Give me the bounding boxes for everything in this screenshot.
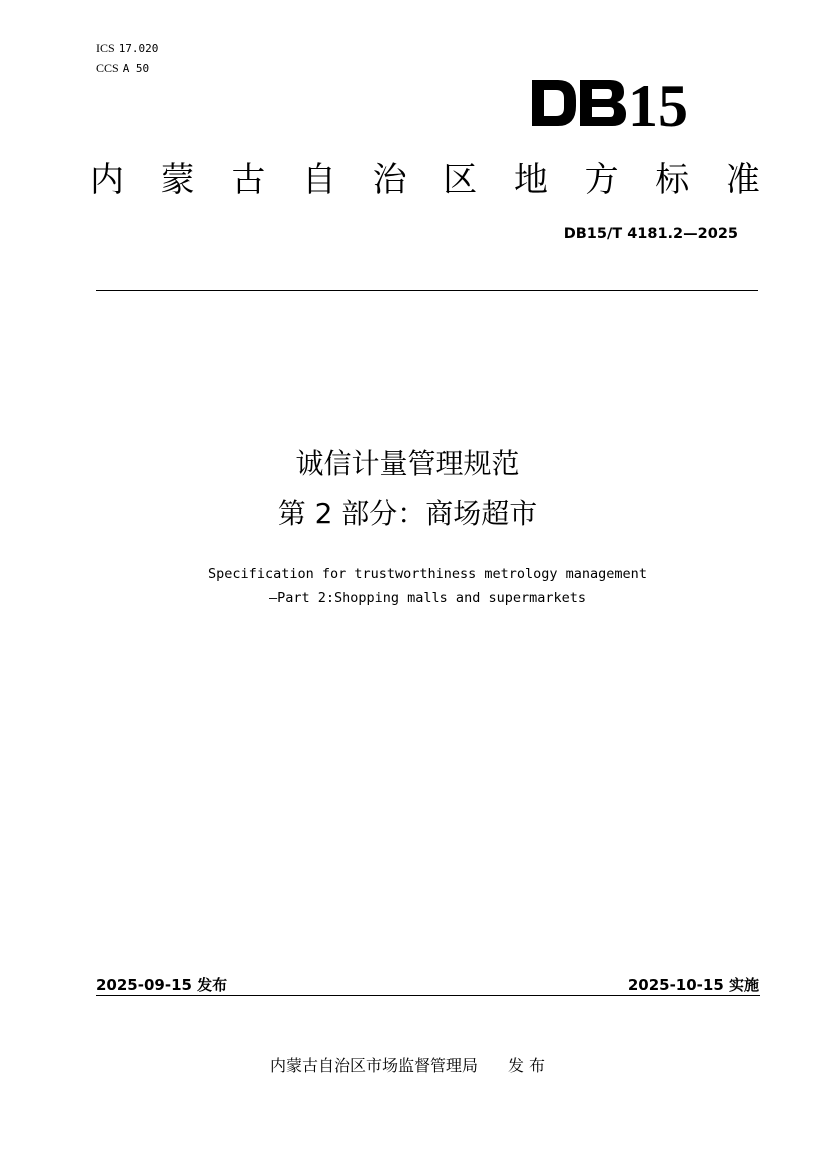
publish-action: 发 布	[507, 1056, 546, 1075]
publisher-name: 内蒙古自治区市场监督管理局	[269, 1056, 478, 1075]
title-zh-main: 诚信计量管理规范	[295, 447, 520, 480]
ics-code: 17.020	[118, 42, 159, 55]
title-en-part: —Part 2:Shopping malls and supermarkets	[269, 590, 586, 606]
org-char: 标	[655, 160, 690, 200]
org-char: 方	[584, 160, 619, 200]
ics-line	[96, 40, 158, 57]
org-char: 古	[231, 160, 266, 200]
ccs-code: A 50	[122, 62, 150, 75]
publisher-line	[0, 1053, 815, 1076]
org-char: 自	[301, 160, 336, 200]
logo-number: 15	[628, 73, 688, 139]
org-char: 内	[90, 160, 124, 200]
header-divider	[96, 290, 758, 291]
org-char: 蒙	[160, 160, 195, 200]
standard-number: DB15/T 4181.2—2025	[563, 226, 738, 242]
footer-divider	[96, 995, 760, 996]
org-char: 区	[443, 160, 478, 200]
standard-type-title	[90, 158, 760, 202]
ccs-label: CCS	[96, 61, 119, 75]
db15-logo	[520, 70, 720, 140]
org-char: 地	[513, 160, 548, 200]
implementation-date: 2025-10-15 实施	[627, 976, 759, 994]
org-char: 治	[372, 160, 407, 200]
ics-label: ICS	[96, 41, 115, 55]
title-zh-part: 第 2 部分：商场超市	[277, 497, 538, 530]
org-char: 准	[725, 160, 760, 200]
ccs-line	[96, 60, 149, 77]
issue-date: 2025-09-15 发布	[96, 976, 228, 994]
title-en-main: Specification for trustworthiness metrology management	[208, 566, 647, 582]
